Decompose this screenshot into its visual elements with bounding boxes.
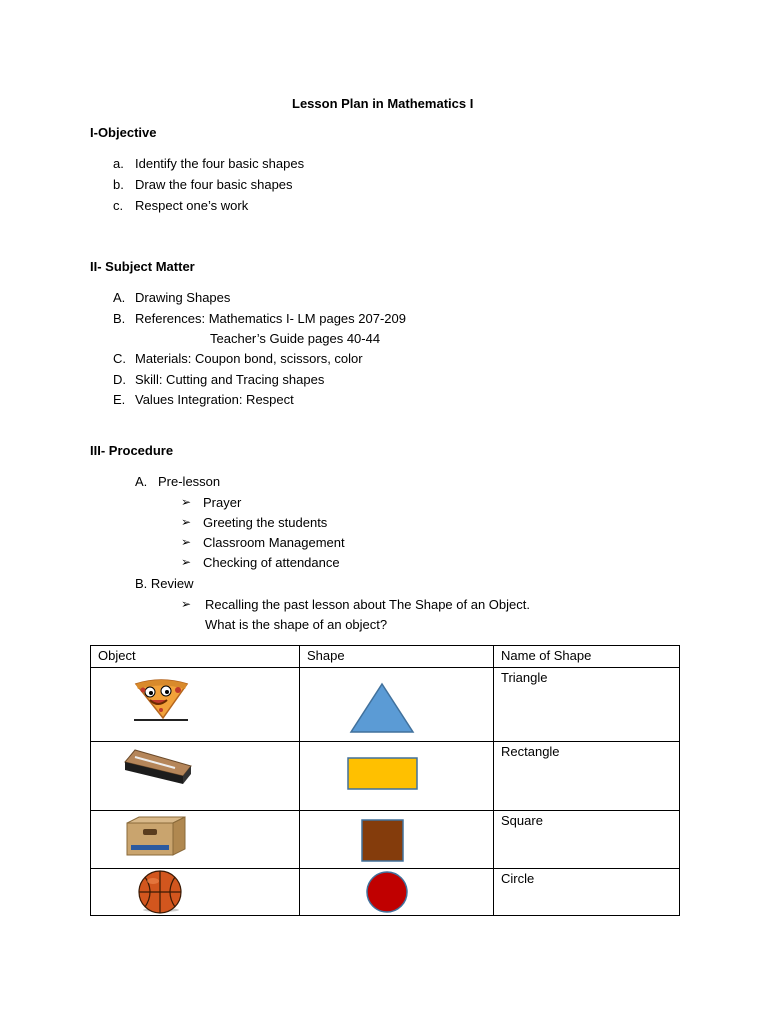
subject-marker: A. xyxy=(113,290,126,305)
cardboard-box-icon xyxy=(91,811,300,868)
section-heading-subject-matter: II- Subject Matter xyxy=(90,259,195,274)
table-row xyxy=(91,869,680,916)
objective-item: Respect one’s work xyxy=(135,198,249,213)
table-row xyxy=(91,742,680,811)
page-title: Lesson Plan in Mathematics I xyxy=(292,96,474,111)
subject-marker: E. xyxy=(113,392,126,407)
object-cell xyxy=(91,668,300,742)
section-heading-objective: I-Objective xyxy=(90,125,157,140)
pre-lesson-marker: A. xyxy=(135,474,148,489)
subject-item: Drawing Shapes xyxy=(135,290,231,305)
header-name-of-shape: Name of Shape xyxy=(494,646,680,668)
shape-cell xyxy=(300,668,494,742)
object-cell xyxy=(91,869,300,916)
objective-marker: a. xyxy=(113,156,124,171)
subject-item: Skill: Cutting and Tracing shapes xyxy=(135,372,325,387)
name-cell: Triangle xyxy=(494,668,680,742)
arrow-bullet-icon: ➢ xyxy=(181,535,192,549)
subject-marker: D. xyxy=(113,372,126,387)
triangle-shape xyxy=(300,668,494,740)
eraser-icon xyxy=(91,742,300,810)
shape-cell xyxy=(300,742,494,811)
review-label: B. Review xyxy=(135,576,194,591)
subject-marker: C. xyxy=(113,351,126,366)
subject-marker: B. xyxy=(113,311,126,326)
pre-lesson-item: Greeting the students xyxy=(203,515,328,530)
objective-marker: b. xyxy=(113,177,124,192)
basketball-icon xyxy=(91,869,300,915)
subject-item: Teacher’s Guide pages 40-44 xyxy=(210,331,381,346)
arrow-bullet-icon: ➢ xyxy=(181,515,192,529)
section-heading-procedure: III- Procedure xyxy=(90,443,174,458)
name-cell: Square xyxy=(494,811,680,869)
arrow-bullet-icon: ➢ xyxy=(181,495,192,509)
review-question: What is the shape of an object? xyxy=(205,617,388,632)
name-cell: Rectangle xyxy=(494,742,680,811)
review-item: Recalling the past lesson about The Shape of an Object. xyxy=(205,597,530,612)
arrow-bullet-icon: ➢ xyxy=(181,597,192,611)
subject-item: Materials: Coupon bond, scissors, color xyxy=(135,351,363,366)
table-row xyxy=(91,811,680,869)
objective-item: Draw the four basic shapes xyxy=(135,177,293,192)
circle-shape xyxy=(300,869,494,915)
subject-item: References: Mathematics I- LM pages 207-209 xyxy=(135,311,406,326)
pizza-slice-icon xyxy=(91,668,300,740)
square-shape xyxy=(300,811,494,868)
pre-lesson-item: Classroom Management xyxy=(203,535,345,550)
rectangle-shape xyxy=(300,742,494,810)
object-cell xyxy=(91,811,300,869)
arrow-bullet-icon: ➢ xyxy=(181,555,192,569)
table-header-row xyxy=(91,646,680,668)
objective-marker: c. xyxy=(113,198,124,213)
shape-cell xyxy=(300,869,494,916)
objective-item: Identify the four basic shapes xyxy=(135,156,305,171)
shapes-table xyxy=(90,645,680,916)
pre-lesson-label: Pre-lesson xyxy=(158,474,221,489)
table-row xyxy=(91,668,680,742)
name-cell: Circle xyxy=(494,869,680,916)
shape-cell xyxy=(300,811,494,869)
pre-lesson-item: Prayer xyxy=(203,495,242,510)
pre-lesson-item: Checking of attendance xyxy=(203,555,340,570)
header-shape: Shape xyxy=(300,646,494,668)
object-cell xyxy=(91,742,300,811)
header-object: Object xyxy=(91,646,300,668)
subject-item: Values Integration: Respect xyxy=(135,392,294,407)
